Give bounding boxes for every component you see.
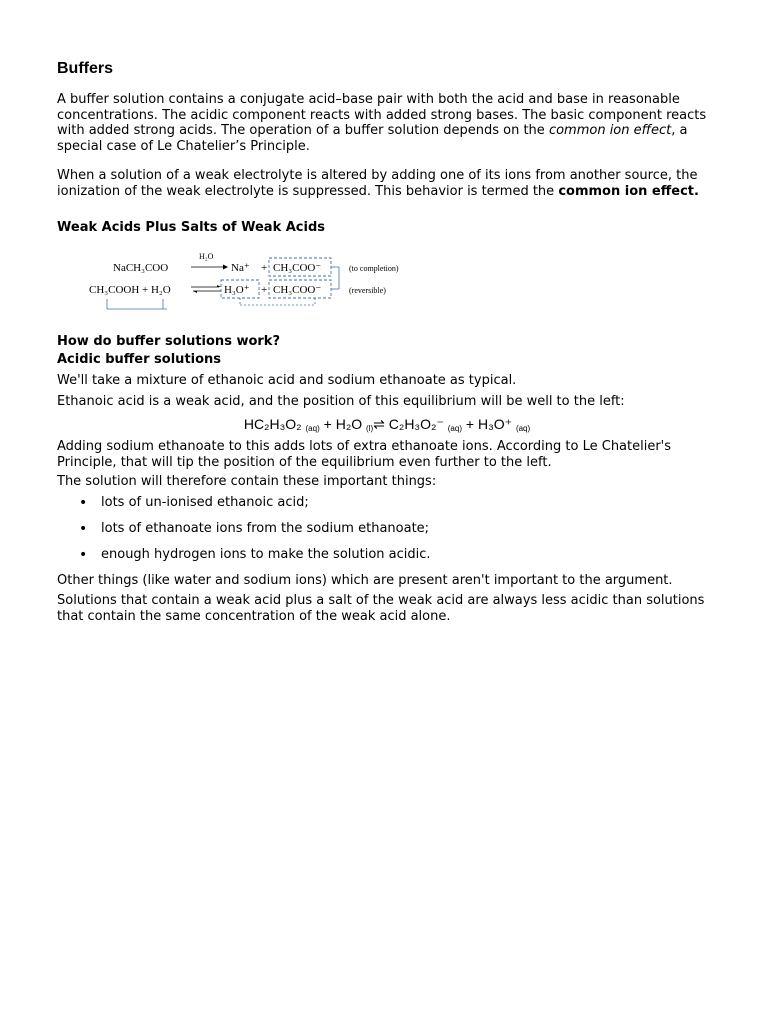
acidic-buffer-heading: Acidic buffer solutions [57, 352, 222, 367]
eq-plus-1: + [323, 416, 332, 432]
eq-arrowhead-bottom [193, 291, 197, 293]
eq-reactant-1: HC₂H₃O₂ [243, 416, 302, 432]
row1-plus: + [261, 262, 268, 274]
list-item: • enough hydrogen ions to make the solution acidic. [101, 546, 717, 564]
row1-salt: NaCH₃COO [113, 262, 169, 274]
explanation-line-3: Adding sodium ethanoate to this adds lots of extra ethanoate ions. According to Le Chatelier's Principle, that will tip the position of the equilibrium even further to the left. [57, 439, 672, 470]
dissociation-diagram [67, 243, 487, 323]
intro-emphasis: common ion effect [548, 123, 672, 138]
explanation-line-5: Other things (like water and sodium ions) which are present aren't important to the argument. [57, 573, 673, 588]
eq-state-aq-2: (aq) [447, 424, 462, 433]
forward-arrowhead [223, 265, 228, 270]
buffer-explanation [57, 333, 717, 624]
row2-note: (reversible) [349, 286, 386, 295]
row1-sodium-ion: Na⁺ [231, 262, 250, 274]
eq-product-2: H₃O⁺ [477, 416, 513, 432]
explanation-line-4: The solution will therefore contain these important things: [57, 474, 437, 489]
intro-text-2: When a solution of a weak electrolyte is altered by adding one of its ions from another source, the ionization of the weak electrolyte is suppressed. This behavior is termed the [57, 168, 698, 199]
intro-text: A buffer solution contains a conjugate acid–base pair with both the acid and base in reasonable concentrations. The acidic component reacts with added strong bases. The basic component reacts with added strong acids. The operation of a buffer solution depends on the [57, 92, 707, 138]
intro-paragraph-2 [57, 168, 717, 199]
section-heading-weak-acids: Weak Acids Plus Salts of Weak Acids [57, 220, 326, 235]
diagram-svg [67, 243, 487, 323]
arrow-label: H₂O [199, 252, 214, 261]
eq-state-l: (l) [366, 424, 374, 433]
eq-arrowhead-top [217, 285, 221, 287]
eq-arrow-icon: ⇌ [373, 416, 385, 432]
explanation-line-6: Solutions that contain a weak acid plus a salt of the weak acid are always less acidic than solutions that contain the same concentration of the weak acid alone. [57, 593, 705, 624]
equilibrium-equation [57, 414, 717, 437]
eq-reactant-2: H₂O [335, 416, 363, 432]
eq-product-1: C₂H₃O₂⁻ [388, 416, 444, 432]
eq-state-aq-3: (aq) [515, 424, 531, 433]
list-item: • lots of un-ionised ethanoic acid; [101, 494, 717, 512]
eq-plus-2: + [465, 416, 475, 432]
eq-state-aq-1: (aq) [305, 424, 320, 433]
question-heading: How do buffer solutions work? [57, 334, 280, 349]
important-things-list [57, 494, 717, 564]
row1-note: (to completion) [349, 264, 399, 273]
page-title: Buffers [57, 60, 114, 77]
row2-plus: + [261, 284, 268, 296]
row2-hydronium: H₃O⁺ [224, 284, 250, 296]
row2-acetate: CH₃COO⁻ [273, 284, 322, 296]
document-page [57, 58, 717, 627]
explanation-line-1: We'll take a mixture of ethanoic acid and sodium ethanoate as typical. [57, 373, 517, 388]
row1-acetate: CH₃COO⁻ [273, 262, 322, 274]
row2-acid: CH₃COOH + H₂O [89, 284, 171, 296]
intro-text-end: , a special case of Le Chatelier’s Principle. [57, 123, 688, 154]
intro-paragraph-1 [57, 92, 717, 154]
explanation-line-2: Ethanoic acid is a weak acid, and the position of this equilibrium will be well to the left: [57, 394, 625, 409]
common-ion-term: common ion effect. [558, 183, 699, 199]
list-item: • lots of ethanoate ions from the sodium ethanoate; [101, 520, 717, 538]
